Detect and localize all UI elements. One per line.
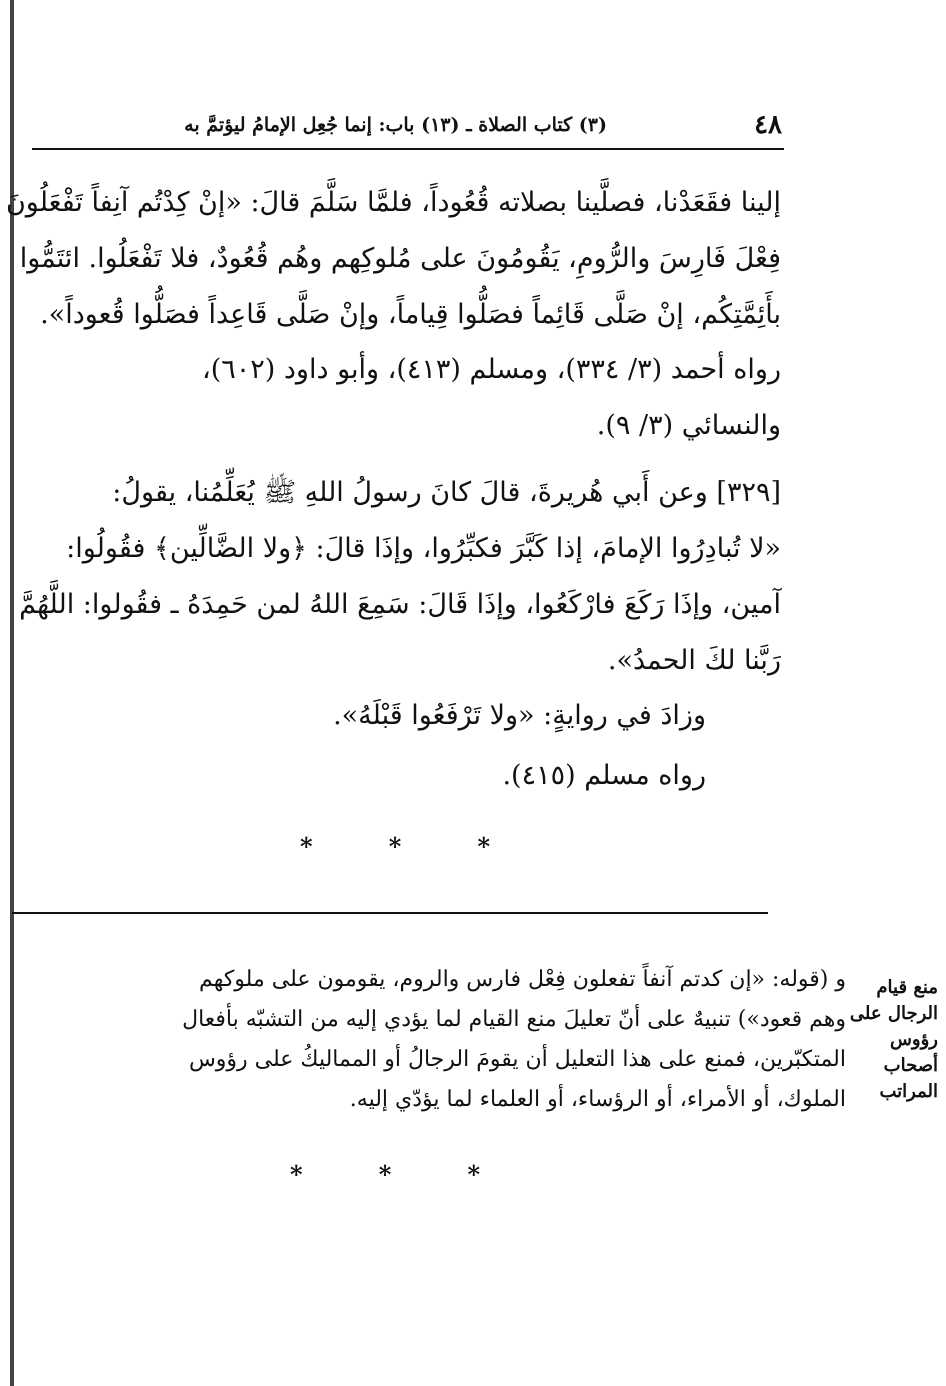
- running-header: [32, 108, 782, 144]
- commentary-line: و (قوله: «إن كدتم آنفاً تفعلون فِعْل فارس والروم، يقومون على ملوكهم: [199, 967, 846, 992]
- commentary-line: الملوك، أو الأمراء، أو الرؤساء، أو العلماء لما يؤدّي إليه.: [349, 1087, 846, 1112]
- margin-note: [828, 975, 938, 1105]
- star-ornament: *: [467, 1160, 480, 1189]
- text-line: رواه أحمد (٣/ ٣٣٤)، ومسلم (٤١٣)، وأبو داود (٦٠٢)،: [202, 354, 781, 385]
- text-line: [٣٢٩] وعن أَبي هُريرةَ، قالَ كانَ رسولُ اللهِ ﷺ يُعَلِّمُنا، يقولُ:: [112, 477, 781, 508]
- narration-source: [206, 748, 706, 804]
- section-separator: [300, 832, 490, 861]
- text-line: رَبَّنا لكَ الحمدُ».: [607, 645, 781, 676]
- text-line: آمين، وإذَا رَكَعَ فارْكَعُوا، وإذَا قَالَ: سَمِعَ اللهُ لمن حَمِدَهُ ـ فقُولوا: اللَّهُمَّ: [19, 589, 781, 620]
- page-number: ٤٨: [754, 110, 782, 140]
- star-ornament: *: [300, 832, 313, 861]
- text-line: بأَئِمَّتِكُم، إنْ صَلَّى قَائِماً فصَلُّوا قِياماً، وإنْ صَلَّى قَاعِداً فصَلُّوا قُعوداً».: [40, 299, 781, 330]
- commentary-line: المتكبّرين، فمنع على هذا التعليل أن يقومَ الرجالُ أو المماليكُ على رؤوس: [188, 1047, 846, 1072]
- commentary-line: وهم قعود») تنبيهٌ على أنّ تعليلَ منع القيام لما يؤدي إليه من التشبّه بأفعال: [182, 1007, 846, 1032]
- commentary-block: [106, 960, 846, 1120]
- hadith-paragraph-329: [19, 465, 781, 689]
- text-line: والنسائي (٣/ ٩).: [596, 410, 781, 441]
- header-title: (٣) كتاب الصلاة ـ (١٣) باب: إنما جُعِل الإمامُ ليؤتمَّ به: [184, 114, 607, 136]
- commentary-rule: [12, 912, 768, 914]
- margin-note-line: المراتب: [879, 1081, 938, 1102]
- header-rule: [32, 148, 784, 150]
- margin-note-line: منع قيام: [876, 977, 938, 998]
- star-ornament: *: [378, 1160, 392, 1189]
- margin-note-line: الرجال على: [849, 1003, 938, 1024]
- hadith-source-paragraph: [169, 342, 781, 454]
- text-line: «لا تُبادِرُوا الإمامَ، إذا كَبَّرَ فكبِّرُوا، وإذَا قالَ: ﴿ولا الضَّالِّين﴾ فقُولُوا:: [66, 533, 781, 564]
- star-ornament: *: [290, 1160, 303, 1189]
- end-separator: [290, 1160, 480, 1189]
- margin-note-line: أصحاب: [883, 1055, 938, 1076]
- star-ornament: *: [477, 832, 490, 861]
- star-ornament: *: [388, 832, 402, 861]
- text-line: فِعْلَ فَارِسَ والرُّومِ، يَقُومُونَ على مُلوكِهم وهُم قُعُودٌ، فلا تَفْعَلُوا. ائتَمُّوا: [19, 243, 781, 274]
- text-line: رواه مسلم (٤١٥).: [502, 760, 706, 791]
- additional-narration: [206, 688, 706, 744]
- margin-note-line: رؤوس: [889, 1029, 938, 1050]
- text-line: إلينا فقَعَدْنا، فصلَّينا بصلاته قُعُوداً، فلمَّا سَلَّمَ قالَ: «إنْ كِدْتُم آنِفاً تَفْعَلُونَ: [5, 187, 781, 218]
- hadith-paragraph-1: [5, 175, 781, 343]
- text-line: وزادَ في روايةٍ: «ولا تَرْفَعُوا قَبْلَهُ».: [333, 700, 706, 731]
